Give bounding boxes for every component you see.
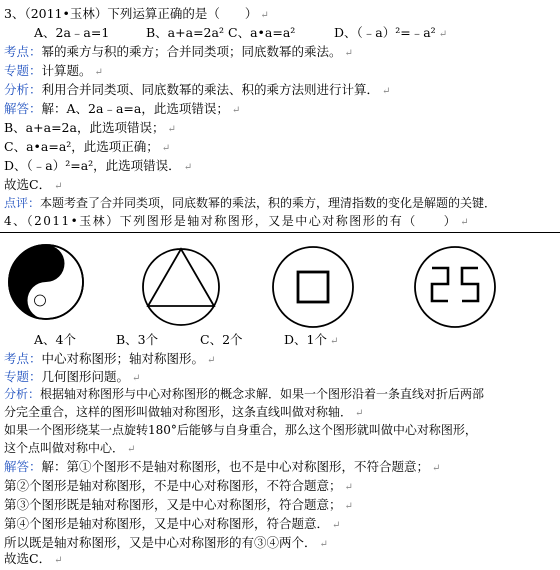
q4-jieda-line-2: 第②个图形是轴对称图形，不是中心对称图形，不符合题意； ↵ (4, 478, 353, 493)
taiji-symbol-figure (9, 245, 83, 319)
q3-options: A、2a﹣a=1 B、a+a=2a² C、a•a=a² D、（﹣a）²=﹣a² ↵ (34, 25, 448, 40)
q4-jieda-line-1: 解答：解：第①个图形不是轴对称图形，也不是中心对称图形，不符合题意； ↵ (4, 459, 441, 474)
q4-options: A、4个 B、3个 C、2个 D、1个 ↵ (34, 332, 339, 347)
q4-zhuanti: 专题：几何图形问题。 ↵ (4, 369, 141, 384)
q3-option-b: B、a+a=2a² (146, 25, 224, 40)
q3-jieda-line-1: 解答：解：A、2a﹣a=a，此选项错误； ↵ (4, 101, 241, 116)
q3-stem: 3、（2011•玉林）下列运算正确的是（ ） ↵ (4, 6, 269, 21)
q4-option-a: A、4个 (34, 332, 76, 347)
q3-jieda-line-5: 故选C． ↵ (4, 177, 63, 192)
q4-jieda-line-4: 第④个图形是轴对称图形，又是中心对称图形，符合题意． ↵ (4, 516, 341, 531)
q3-fenxi: 分析：利用合并同类项、同底数幂的乘法、积的乘方法则进行计算． ↵ (4, 82, 391, 97)
q3-option-c: C、a•a=a² (228, 25, 296, 40)
q3-dianping: 点评：本题考查了合并同类项，同底数幂的乘法，积的乘方，理清指数的变化是解题的关键． (4, 196, 497, 210)
q3-jieda-line-4: D、（﹣a）²=a²，此选项错误． ↵ (4, 158, 193, 173)
circle-with-square-figure (273, 247, 353, 327)
q3-option-a: A、2a﹣a=1 (34, 25, 110, 40)
q4-figures (0, 232, 560, 328)
q4-option-c: C、2个 (200, 332, 243, 347)
q4-option-b: B、3个 (116, 332, 159, 347)
q4-fenxi-line-4: 这个点叫做对称中心． ↵ (4, 441, 136, 455)
q4-fenxi-line-1: 分析：根据轴对称图形与中心对称图形的概念求解．如果一个图形沿着一条直线对折后两部 (4, 387, 485, 401)
q3-kaodian: 考点：幂的乘方与积的乘方；合并同类项；同底数幂的乘法。 ↵ (4, 44, 353, 59)
q4-jieda-line-3: 第③个图形既是轴对称图形，又是中心对称图形，符合题意； ↵ (4, 497, 353, 512)
q3-option-d: D、（﹣a）²=﹣a² (334, 25, 436, 40)
q4-fenxi-line-2: 分完全重合，这样的图形叫做轴对称图形，这条直线叫做对称轴． ↵ (4, 405, 364, 419)
q4-jieda-line-6: 故选C． ↵ (4, 551, 63, 566)
q3-jieda-line-3: C、a•a=a²，此选项正确； ↵ (4, 139, 171, 154)
circle-with-maze-pattern-figure (415, 247, 495, 327)
q4-option-d: D、1个 (284, 332, 327, 347)
q3-jieda-line-2: B、a+a=2a，此选项错误； ↵ (4, 120, 176, 135)
q4-stem: 4、（2011•玉林）下列图形是轴对称图形，又是中心对称图形的有（ ） ↵ (4, 214, 471, 228)
q4-jieda-line-5: 所以既是轴对称图形，又是中心对称图形的有③④两个． ↵ (4, 535, 328, 550)
circle-with-triangle-figure (143, 249, 219, 325)
q3-zhuanti: 专题：计算题。 ↵ (4, 63, 103, 78)
q4-kaodian: 考点：中心对称图形；轴对称图形。 ↵ (4, 351, 216, 366)
q4-fenxi-line-3: 如果一个图形绕某一点旋转180°后能够与自身重合，那么这个图形就叫做中心对称图形， (4, 423, 477, 437)
